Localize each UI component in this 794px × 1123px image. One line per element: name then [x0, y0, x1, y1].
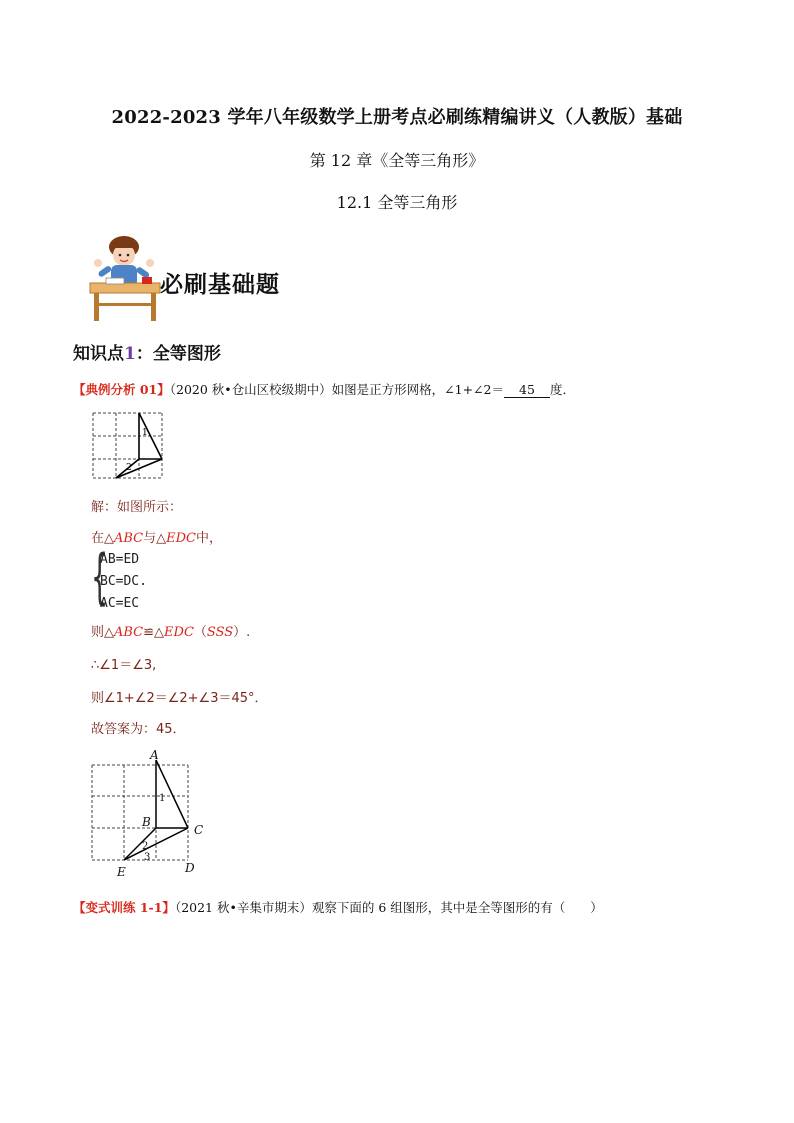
solution-angle-sum: 则∠1+∠2＝∠2+∠3＝45°．: [91, 691, 268, 706]
triangle-abc: ABC: [114, 625, 144, 640]
example-suffix: 度．: [550, 382, 576, 397]
point-c-label: C: [194, 823, 204, 837]
grid-figure-2: [84, 748, 214, 880]
example-question: [73, 380, 575, 398]
solution-congruence: [91, 621, 250, 640]
banner-heading: 必刷基础题: [160, 271, 280, 298]
angle-2-label: 2: [142, 841, 149, 852]
point-e-label: E: [117, 865, 126, 879]
knowledge-point-prefix: 知识点: [73, 344, 124, 364]
text-part: ≌△: [143, 625, 165, 640]
angle-2-label: 2: [126, 463, 132, 473]
knowledge-point-title: ：全等图形: [135, 344, 221, 364]
knowledge-point-number: 1: [124, 344, 136, 364]
section-title: 12.1 全等三角形: [336, 193, 458, 212]
example-text: （2020 秋•仓山区校级期中）如图是正方形网格，∠1+∠2＝: [169, 382, 504, 397]
text-part: 中，: [196, 531, 223, 546]
triangle-edc: EDC: [164, 625, 194, 640]
point-b-label: B: [142, 815, 151, 829]
text-part: （: [193, 625, 207, 640]
example-tag: 【典例分析 01】: [73, 382, 170, 397]
equation-row: AB=ED: [100, 552, 140, 567]
text-part: 则△: [91, 625, 114, 640]
solution-given: [91, 527, 222, 546]
point-a-label: A: [150, 748, 159, 762]
brace-glyph: {: [91, 542, 109, 612]
equation-row: BC=DC.: [100, 574, 147, 589]
solution-answer: 故答案为：45．: [91, 722, 186, 737]
triangle-lines: [116, 413, 162, 478]
equation-row: AC=EC: [100, 596, 140, 611]
example-answer: 45: [504, 382, 550, 398]
point-d-label: D: [185, 861, 195, 875]
angle-1-label: 1: [142, 428, 148, 438]
triangle-edc: EDC: [166, 531, 196, 546]
grid-figure-1: [90, 410, 170, 482]
grid-lines: [92, 765, 188, 860]
solution-intro: 解：如图所示：: [91, 500, 183, 515]
triangle-abc: ABC: [114, 531, 144, 546]
angle-1-label: 1: [159, 793, 166, 804]
variant-question: [73, 898, 603, 916]
solution-angle-equality: ∴∠1＝∠3,: [91, 658, 157, 673]
angle-3-label: 3: [144, 852, 151, 863]
variant-tag: 【变式训练 1-1】: [73, 900, 175, 915]
equation-system: [91, 542, 211, 614]
text-part: 在△: [91, 531, 114, 546]
knowledge-point-heading: [73, 339, 221, 364]
text-part: 与△: [143, 531, 167, 546]
chapter-title: 第 12 章《全等三角形》: [309, 151, 485, 170]
variant-text: （2021 秋•辛集市期末）观察下面的 6 组图形，其中是全等图形的有（ ）: [174, 900, 603, 915]
document-title: 2022-2023 学年八年级数学上册考点必刷练精编讲义（人教版）基础: [111, 107, 683, 128]
sss-criterion: SSS: [206, 625, 234, 640]
text-part: ）.: [233, 625, 251, 640]
